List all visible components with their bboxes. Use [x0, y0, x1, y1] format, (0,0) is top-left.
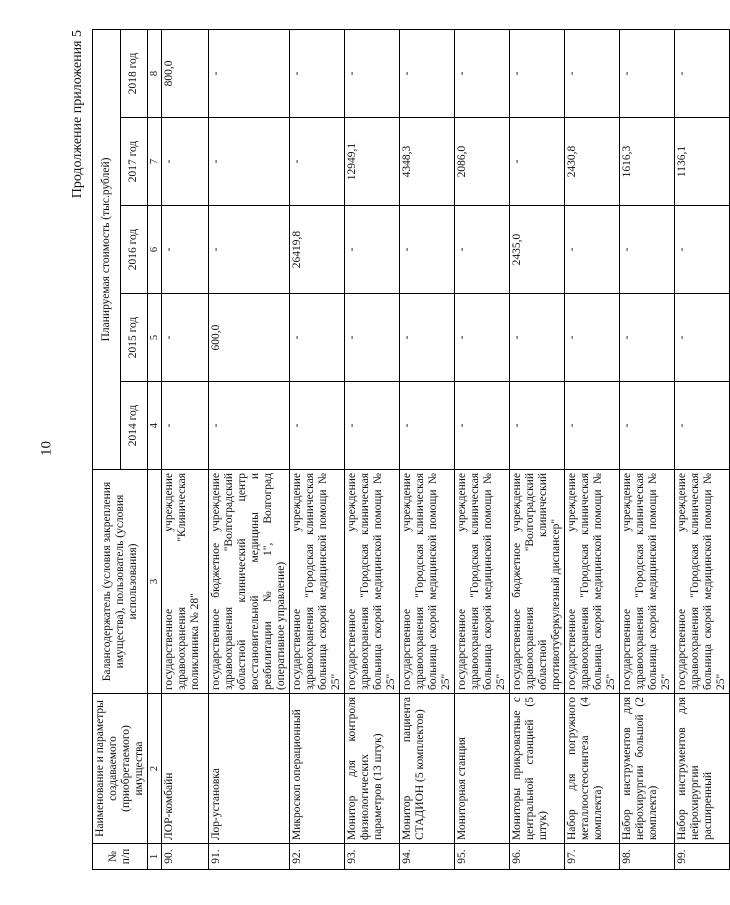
item-holder: государственное бюджетное учреждение здравоохранения "Волгоградский областной клинический противотуберкулезный диспансер" [510, 470, 565, 694]
item-holder: государственное учреждение здравоохранения "Городская клиническая больница скорой медицинской помощи № 25" [620, 470, 675, 694]
cost-2016: - [400, 206, 455, 294]
row-number: 98. [620, 844, 675, 870]
cost-2016: - [455, 206, 510, 294]
cost-2015: - [290, 294, 345, 382]
cost-2016: 2435,0 [510, 206, 565, 294]
header-year: 2014 год [120, 382, 148, 470]
cost-2014: - [620, 382, 675, 470]
table-row [400, 29, 455, 869]
item-holder: государственное учреждение здравоохранения "Клиническая поликлиника № 28" [162, 470, 209, 694]
table-row [455, 29, 510, 869]
cost-2017: - [510, 118, 565, 206]
cost-2018: 800,0 [162, 29, 209, 117]
cost-2017: 1616,3 [620, 118, 675, 206]
cost-2015: - [345, 294, 400, 382]
table-row [290, 29, 345, 869]
cost-2018: - [675, 29, 730, 117]
cost-2018: - [400, 29, 455, 117]
header-year: 2018 год [120, 29, 148, 117]
item-holder: государственное учреждение здравоохранения "Городская клиническая больница скорой медицинской помощи № 25" [675, 470, 730, 694]
table-row [162, 29, 209, 869]
item-holder: государственное бюджетное учреждение здравоохранения "Волгоградский областной клинический центр восстановительной медицины и реабилитации № 1", Волгоград (оперативное управление) [209, 470, 290, 694]
row-number: 93. [345, 844, 400, 870]
table-row [510, 29, 565, 869]
header-year: 2016 год [120, 206, 148, 294]
cost-2016: - [209, 206, 290, 294]
cost-2016: - [345, 206, 400, 294]
item-holder: государственное учреждение здравоохранения "Городская клиническая больница скорой медицинской помощи № 25" [400, 470, 455, 694]
rotated-page-content [70, 30, 727, 870]
cost-2018: - [345, 29, 400, 117]
cost-2018: - [510, 29, 565, 117]
cost-2016: - [162, 206, 209, 294]
table-row [209, 29, 290, 869]
header-holder: Балансодержатель (условия закрепления имущества), пользователь (условия использования) [93, 470, 148, 694]
cost-2014: - [162, 382, 209, 470]
cost-2015: - [162, 294, 209, 382]
cost-2015: - [565, 294, 620, 382]
cost-2017: 2086,0 [455, 118, 510, 206]
cost-2018: - [565, 29, 620, 117]
item-name: Набор инструментов для нейрохирургии большой (2 комплекта) [620, 694, 675, 844]
cost-2017: - [162, 118, 209, 206]
header-planned-cost: Планируемая стоимость (тыс.рублей) [93, 29, 121, 469]
cost-2014: - [345, 382, 400, 470]
column-index: 4 [148, 382, 162, 470]
item-name: Набор для погружного металлоостеосинтеза (4 комплекта) [565, 694, 620, 844]
column-index: 8 [148, 29, 162, 117]
column-index: 1 [148, 844, 162, 870]
row-number: 95. [455, 844, 510, 870]
cost-2014: - [290, 382, 345, 470]
column-index: 6 [148, 206, 162, 294]
header-year: 2017 год [120, 118, 148, 206]
row-number: 99. [675, 844, 730, 870]
cost-2014: - [510, 382, 565, 470]
cost-2015: - [620, 294, 675, 382]
page-number: 10 [38, 441, 55, 456]
cost-2018: - [290, 29, 345, 117]
cost-2017: - [209, 118, 290, 206]
cost-2016: - [620, 206, 675, 294]
row-number: 97. [565, 844, 620, 870]
header-year: 2015 год [120, 294, 148, 382]
cost-2018: - [209, 29, 290, 117]
cost-2017: 12949,1 [345, 118, 400, 206]
column-index: 7 [148, 118, 162, 206]
cost-2018: - [455, 29, 510, 117]
item-name: Мониторная станция [455, 694, 510, 844]
item-holder: государственное учреждение здравоохранения "Городская клиническая больница скорой медицинской помощи № 25" [290, 470, 345, 694]
table-row [565, 29, 620, 869]
header-num: № п/п [93, 844, 148, 870]
cost-2017: 4348,3 [400, 118, 455, 206]
item-holder: государственное учреждение здравоохранения "Городская клиническая больница скорой медицинской помощи № 25" [455, 470, 510, 694]
item-name: Мониторы прикроватные с центральной станцией (5 штук) [510, 694, 565, 844]
cost-2016: 26419,8 [290, 206, 345, 294]
cost-2015: - [400, 294, 455, 382]
cost-2016: - [675, 206, 730, 294]
item-holder: государственное учреждение здравоохранения "Городская клиническая больница скорой медицинской помощи № 25" [565, 470, 620, 694]
property-table [92, 29, 730, 870]
row-number: 96. [510, 844, 565, 870]
row-number: 94. [400, 844, 455, 870]
cost-2014: - [400, 382, 455, 470]
cost-2015: 600,0 [209, 294, 290, 382]
row-number: 92. [290, 844, 345, 870]
cost-2015: - [455, 294, 510, 382]
cost-2014: - [455, 382, 510, 470]
row-number: 90. [162, 844, 209, 870]
column-index: 2 [148, 694, 162, 844]
cost-2017: 2430,8 [565, 118, 620, 206]
cost-2014: - [565, 382, 620, 470]
cost-2014: - [209, 382, 290, 470]
cost-2015: - [675, 294, 730, 382]
table-row [345, 29, 400, 869]
item-name: Монитор для контроля физиологических параметров (13 штук) [345, 694, 400, 844]
cost-2016: - [565, 206, 620, 294]
appendix-note: Продолжение приложения 5 [70, 30, 85, 199]
column-index: 5 [148, 294, 162, 382]
item-name: Микроскоп операционный [290, 694, 345, 844]
row-number: 91. [209, 844, 290, 870]
table-row [620, 29, 675, 869]
cost-2017: 1136,1 [675, 118, 730, 206]
item-name: Набор инструментов для нейрохирургии расширенный [675, 694, 730, 844]
item-name: ЛОР-комбайн [162, 694, 209, 844]
item-holder: государственное учреждение здравоохранения "Городская клиническая больница скорой медицинской помощи № 25" [345, 470, 400, 694]
cost-2017: - [290, 118, 345, 206]
item-name: Монитор пациента СТАДИОН (5 комплектов) [400, 694, 455, 844]
cost-2015: - [510, 294, 565, 382]
item-name: Лор-установка [209, 694, 290, 844]
cost-2014: - [675, 382, 730, 470]
column-index: 3 [148, 470, 162, 694]
header-name: Наименование и параметры создаваемого (приобретаемого) имущества [93, 694, 148, 844]
cost-2018: - [620, 29, 675, 117]
table-row [675, 29, 730, 869]
